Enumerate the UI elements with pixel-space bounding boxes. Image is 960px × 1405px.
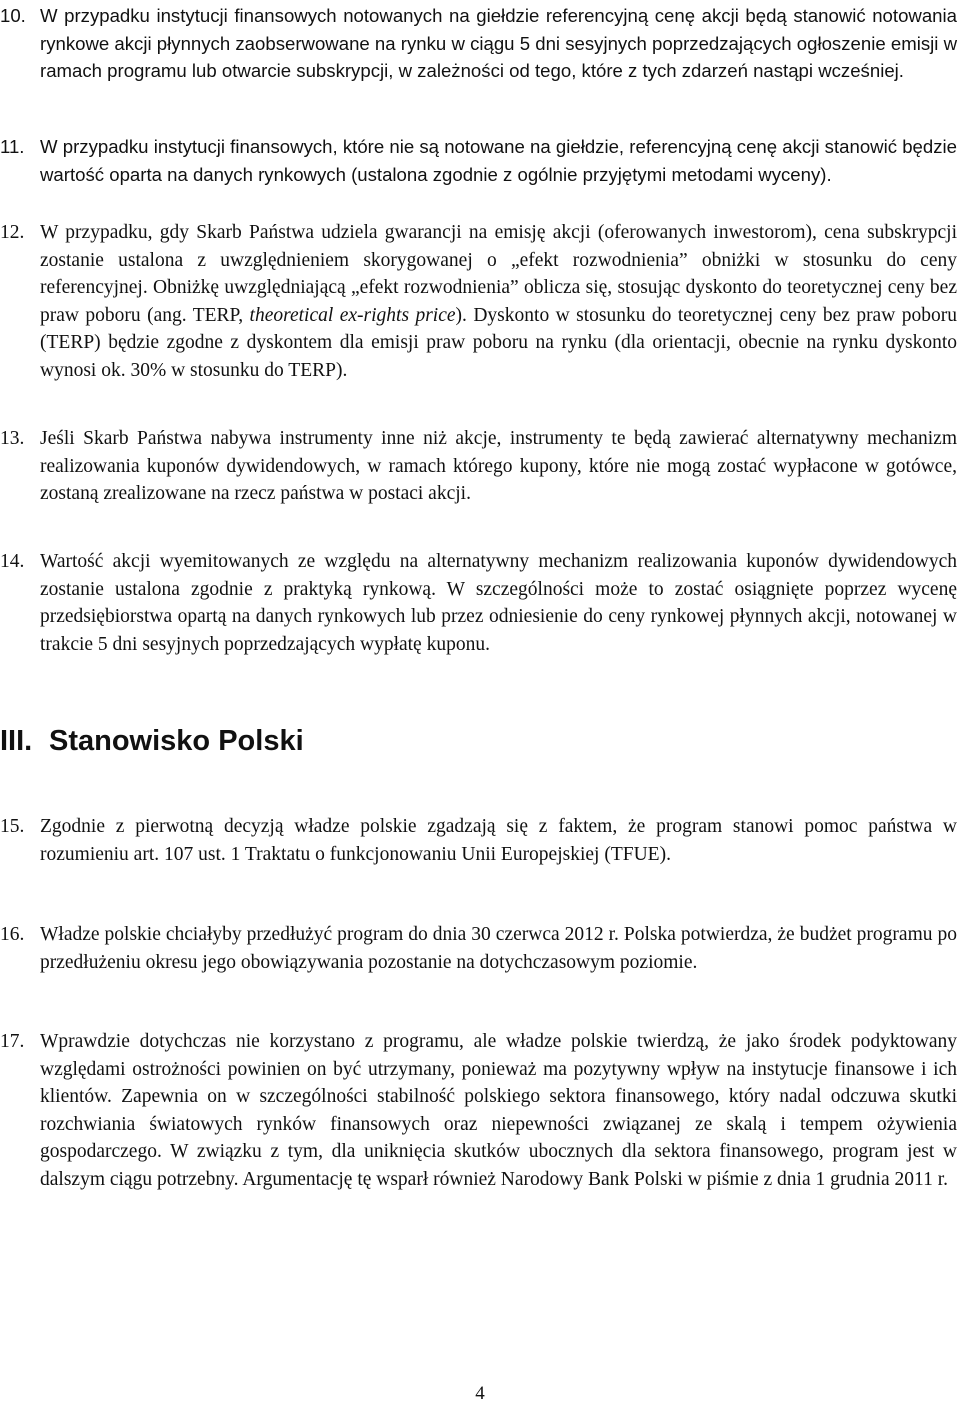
paragraph-13 <box>0 425 957 508</box>
paragraph-number: 15. <box>0 816 25 837</box>
paragraph-11 <box>0 133 957 188</box>
paragraph-text: W przypadku instytucji finansowych notowanych na giełdzie referencyjną cenę akcji będą stanowić notowania rynkowe akcji płynnych zaobserwowane na rynku w ciągu 5 dni sesyjnych poprzedzających ogłoszenie emisji w ramach programu lub otwarcie subskrypcji, w zależności od tego, które z tych zdarzeń nastąpi wcześniej. <box>40 5 957 82</box>
paragraph-number: 13. <box>0 428 25 449</box>
paragraph-number: 16. <box>0 924 25 945</box>
paragraph-number: 17. <box>0 1031 25 1052</box>
page-number: 4 <box>475 1383 485 1404</box>
paragraph-text: Władze polskie chciałyby przedłużyć program do dnia 30 czerwca 2012 r. Polska potwierdza, że budżet programu po przedłużeniu okresu jego obowiązywania pozostanie na dotychczasowym poziomie. <box>40 924 957 973</box>
paragraph-15 <box>0 813 957 868</box>
section-title: Stanowisko Polski <box>49 725 304 757</box>
paragraph-text: Zgodnie z pierwotną decyzją władze polskie zgadzają się z faktem, że program stanowi pomoc państwa w rozumieniu art. 107 ust. 1 Traktatu o funkcjonowaniu Unii Europejskiej (TFUE). <box>40 816 957 865</box>
paragraph-number: 11. <box>0 136 25 157</box>
paragraph-number: 12. <box>0 222 25 243</box>
paragraph-17 <box>0 1028 957 1194</box>
paragraph-text: Jeśli Skarb Państwa nabywa instrumenty inne niż akcje, instrumenty te będą zawierać alternatywny mechanizm realizowania kuponów dywidendowych, w ramach którego kupony, które nie mogą zostać wypłacone w gotówce, zostaną zrealizowane na rzecz państwa w postaci akcji. <box>40 428 957 505</box>
paragraph-number: 14. <box>0 551 25 572</box>
italic-term: theoretical ex-rights price <box>249 304 456 326</box>
paragraph-text: W przypadku instytucji finansowych, które nie są notowane na giełdzie, referencyjną cenę akcji stanowić będzie wartość oparta na danych rynkowych (ustalona zgodnie z ogólnie przyjętymi metodami wyceny). <box>40 136 957 185</box>
paragraph-14 <box>0 548 957 658</box>
paragraph-number: 10. <box>0 5 26 26</box>
paragraph-12 <box>0 219 957 385</box>
paragraph-16 <box>0 921 957 976</box>
section-number: III. <box>0 725 33 757</box>
section-heading <box>0 721 304 761</box>
paragraph-10 <box>0 2 957 85</box>
paragraph-text <box>40 219 957 385</box>
paragraph-text: Wartość akcji wyemitowanych ze względu na alternatywny mechanizm realizowania kuponów dywidendowych zostanie ustalona zgodnie z praktyką rynkową. W szczególności może to zostać osiągnięte poprzez wycenę przedsiębiorstwa opartą na danych rynkowych lub przez odniesienie do ceny rynkowej płynnych akcji, notowanej w trakcie 5 dni sesyjnych poprzedzających wypłatę kuponu. <box>40 551 957 655</box>
paragraph-text-part: ). Dyskonto w stosunku do teoretycznej ceny bez praw poboru (TERP) będzie zgodne z dyskontem dla emisji praw poboru na rynku (dla orientacji, obecnie na rynku dyskonto wynosi ok. 30% w stosunku do TERP). <box>40 304 957 381</box>
paragraph-text: Wprawdzie dotychczas nie korzystano z programu, ale władze polskie twierdzą, że jako środek podyktowany względami ostrożności powinien on być utrzymany, ponieważ ma pozytywny wpływ na instytucje finansowe i ich klientów. Zapewnia on w szczególności stabilność polskiego sektora finansowego, który nadal odczuwa skutki rozchwiania światowych rynków finansowych oraz niepewności związanej ze skalą i tempem ożywienia gospodarczego. W związku z tym, dla uniknięcia skutków ubocznych dla sektora finansowego, program jest w dalszym ciągu potrzebny. Argumentację tę wsparł również Narodowy Bank Polski w piśmie z dnia 1 grudnia 2011 r. <box>40 1031 957 1190</box>
paragraph-text-part: W przypadku, gdy Skarb Państwa udziela gwarancji na emisję akcji (oferowanych inwestorom), cena subskrypcji zostanie ustalona z uwzględnieniem skorygowanej o „efekt rozwodnienia” obniżki w stosunku do ceny referencyjnej. Obniżkę uwzględniającą „efekt rozwodnienia” oblicza się, stosując dyskonto do teoretycznej ceny bez praw poboru (ang. TERP, <box>40 222 957 326</box>
